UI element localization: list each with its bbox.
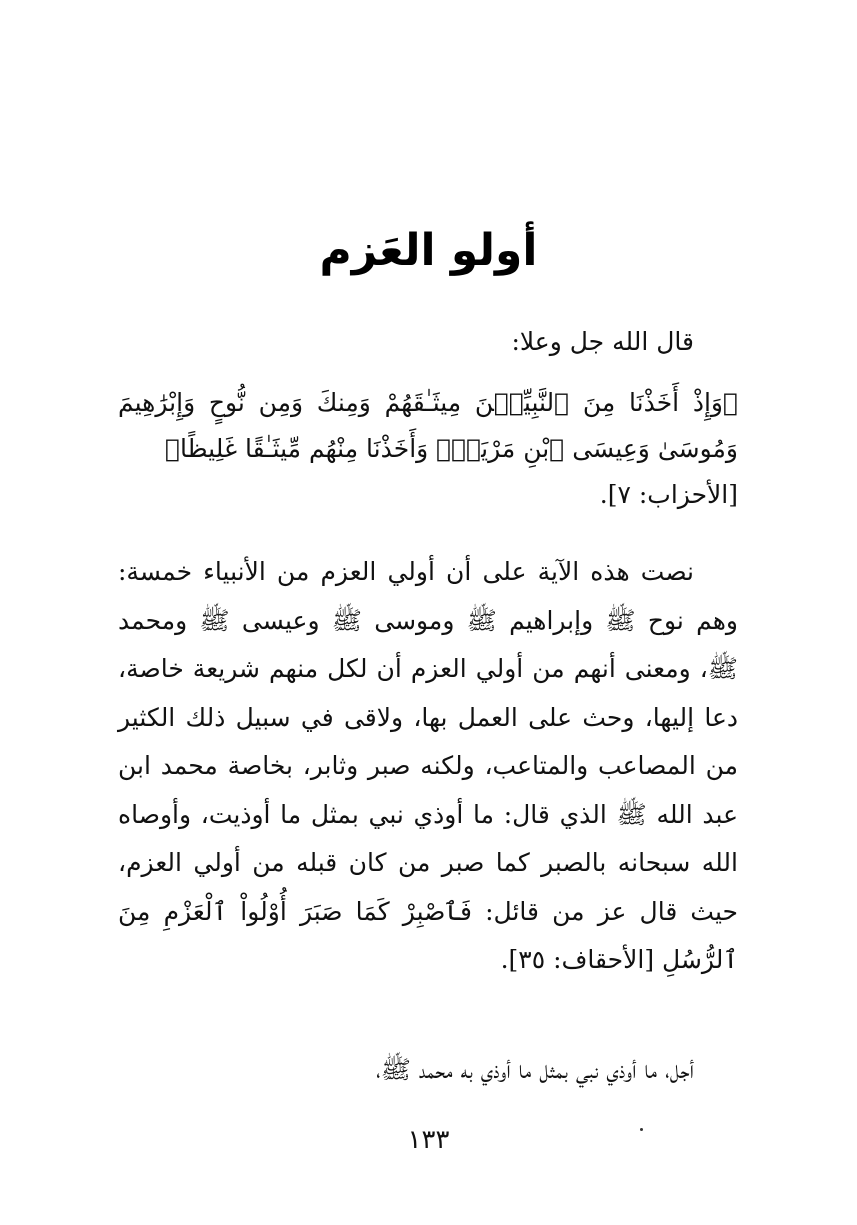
paragraph-1-quran-quote: فَٱصْبِرْ كَمَا صَبَرَ أُوْلُواْ ٱلْعَزْمِ مِنَ ٱلرُّسُلِ — [118, 896, 738, 974]
paragraph-1-body: خمسة: وهم نوح ﷺ وإبراهيم ﷺ وموسى ﷺ وعيسى ﷺ ومحمد ﷺ، ومعنى أنهم من أولي العزم أن لكل منهم شريعة خاصة، دعا إليها، وحث على العمل بها، ولاقى في سبيل ذلك الكثير من المصاعب والمتاعب، ولكنه صبر وثابر، بخاصة محمد ابن عبد الله ﷺ الذي قال: ما أوذي نبي بمثل ما أوذيت، وأوصاه الله سبحانه بالصبر كما صبر من كان قبله من أولي العزم، حيث قال عز من قائل: — [118, 557, 738, 926]
paragraph-1 — [118, 548, 738, 985]
paragraph-1-first-line: نصت هذه الآية على أن أولي العزم من الأنبياء — [203, 557, 694, 586]
quran-verse-text: ﴿وَإِذْ أَخَذْنَا مِنَ ٱلنَّبِيِّـۧنَ مِيثَـٰقَهُمْ وَمِنكَ وَمِن نُّوحٍ وَإِبْرَٰهِيمَ وَمُوسَىٰ وَعِيسَى ٱبْنِ مَرْيَمَۖ وَأَخَذْنَا مِنْهُم مِّيثَـٰقًا غَلِيظًا﴾ — [118, 388, 738, 463]
quran-verse-block — [118, 380, 738, 518]
page-number: ١٣٣ — [407, 1125, 450, 1155]
verse-reference: [الأحزاب: ٧]. — [599, 480, 738, 509]
intro-line: قال الله جل وعلا: — [511, 327, 694, 356]
paragraph-2: أجل، ما أوذي نبي بمثل ما أوذي به محمد ﷺ، — [375, 1055, 694, 1084]
paragraph-1-reference: [الأحقاف: ٣٥]. — [500, 945, 655, 974]
chapter-title: أولو العَزم — [319, 225, 538, 277]
